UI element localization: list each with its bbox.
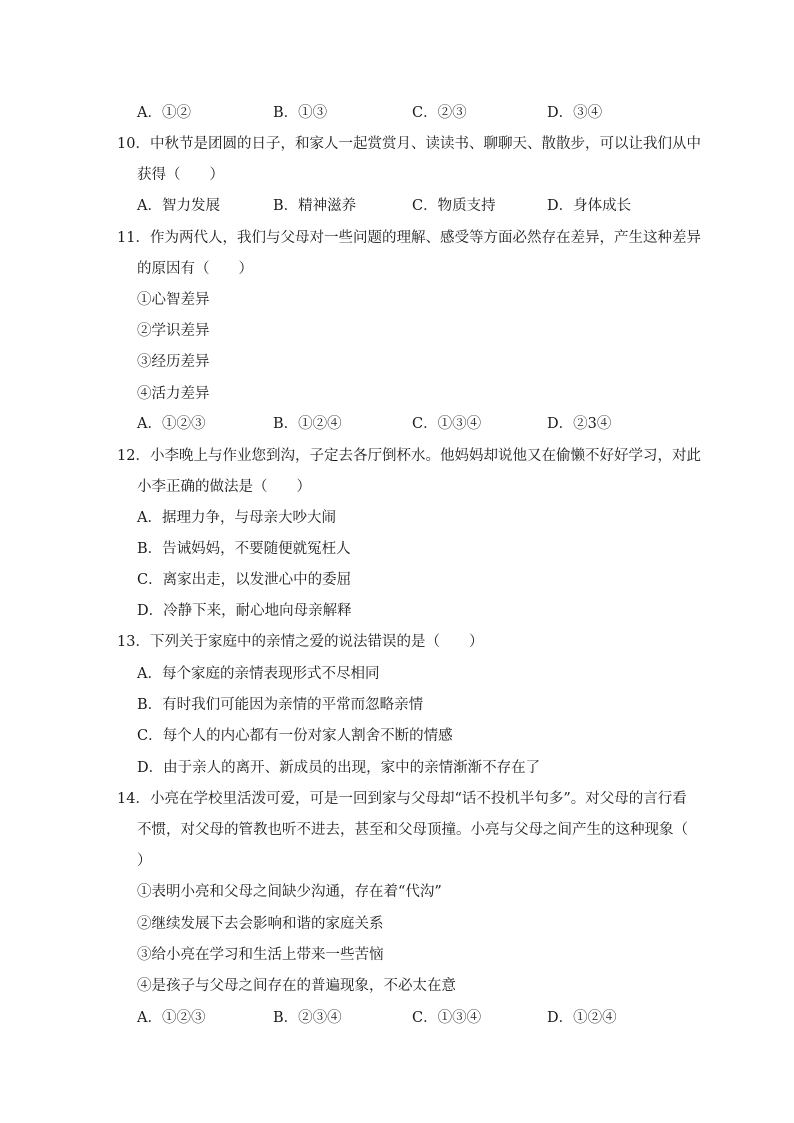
q10-option-c: C．物质支持 bbox=[412, 198, 496, 214]
q14-item-3: ③给小亮在学习和生活上带来一些苦恼 bbox=[137, 947, 384, 963]
q11-stem-line-2: 的原因有（ ） bbox=[137, 261, 253, 277]
q13-choice-c: C．每个人的内心都有一份对家人割舍不断的情感 bbox=[137, 728, 453, 744]
q9-option-d: D．③④ bbox=[547, 105, 603, 121]
q14-item-4: ④是孩子与父母之间存在的普遍现象，不必太在意 bbox=[137, 978, 456, 994]
q14-option-c: C．①③④ bbox=[412, 1010, 482, 1026]
q11-item-1: ①心智差异 bbox=[137, 292, 210, 308]
q13-choice-a: A．每个家庭的亲情表现形式不尽相同 bbox=[137, 666, 380, 682]
q14-option-a: A．①②③ bbox=[137, 1010, 206, 1026]
q9-options bbox=[137, 103, 737, 123]
q12-choice-d: D．冷静下来，耐心地向母亲解释 bbox=[137, 603, 352, 619]
q11-item-3: ③经历差异 bbox=[137, 354, 210, 370]
q11-item-4: ④活力差异 bbox=[137, 386, 210, 402]
q14-stem-line-2: 不惯，对父母的管教也听不进去，甚至和父母顶撞。小亮与父母之间产生的这种现象（ bbox=[137, 822, 688, 838]
q10-stem-line-2: 获得（ ） bbox=[137, 167, 224, 183]
q10-option-d: D．身体成长 bbox=[547, 198, 632, 214]
q9-option-b: B．①③ bbox=[273, 105, 328, 121]
q14-item-1: ①表明小亮和父母之间缺少沟通，存在着“代沟” bbox=[137, 884, 442, 900]
q10-stem-line-1: 10．中秋节是团圆的日子，和家人一起赏赏月、读读书、聊聊天、散散步，可以让我们从中 bbox=[117, 136, 701, 152]
q14-option-b: B．②③④ bbox=[273, 1010, 342, 1026]
q12-stem-line-1: 12．小李晚上与作业您到沟，子定去各厅倒杯水。他妈妈却说他又在偷懒不好好学习，对此 bbox=[117, 448, 701, 464]
q13-stem: 13．下列关于家庭中的亲情之爱的说法错误的是（ ） bbox=[117, 634, 484, 650]
q12-choice-a: A．据理力争，与母亲大吵大闹 bbox=[137, 510, 336, 526]
q11-item-2: ②学识差异 bbox=[137, 323, 210, 339]
q14-stem-line-1: 14．小亮在学校里活泼可爱，可是一回到家与父母却“话不投机半句多”。对父母的言行看 bbox=[117, 791, 687, 807]
q11-option-c: C．①③④ bbox=[412, 416, 482, 432]
q9-option-c: C．②③ bbox=[412, 105, 467, 121]
q10-option-b: B．精神滋养 bbox=[273, 198, 357, 214]
q14-option-d: D．①②④ bbox=[547, 1010, 617, 1026]
q10-option-a: A．智力发展 bbox=[137, 198, 220, 214]
q13-choice-d: D．由于亲人的离开、新成员的出现，家中的亲情渐渐不存在了 bbox=[137, 760, 541, 776]
q13-choice-b: B．有时我们可能因为亲情的平常而忽略亲情 bbox=[137, 697, 424, 713]
q14-stem-line-3: ） bbox=[137, 853, 152, 869]
q11-option-a: A．①②③ bbox=[137, 416, 206, 432]
q11-options bbox=[137, 414, 737, 434]
q11-stem-line-1: 11．作为两代人，我们与父母对一些问题的理解、感受等方面必然存在差异，产生这种差异 bbox=[117, 230, 701, 246]
q14-options bbox=[137, 1008, 737, 1028]
q12-choice-b: B．告诫妈妈，不要随便就冤枉人 bbox=[137, 541, 351, 557]
q11-option-d: D．②3④ bbox=[547, 416, 612, 432]
q10-options bbox=[137, 196, 737, 216]
q9-option-a: A．①② bbox=[137, 105, 191, 121]
q11-option-b: B．①②④ bbox=[273, 416, 342, 432]
q12-choice-c: C．离家出走，以发泄心中的委屈 bbox=[137, 572, 352, 588]
q12-stem-line-2: 小李正确的做法是（ ） bbox=[137, 479, 311, 495]
q14-item-2: ②继续发展下去会影响和谐的家庭关系 bbox=[137, 916, 384, 932]
